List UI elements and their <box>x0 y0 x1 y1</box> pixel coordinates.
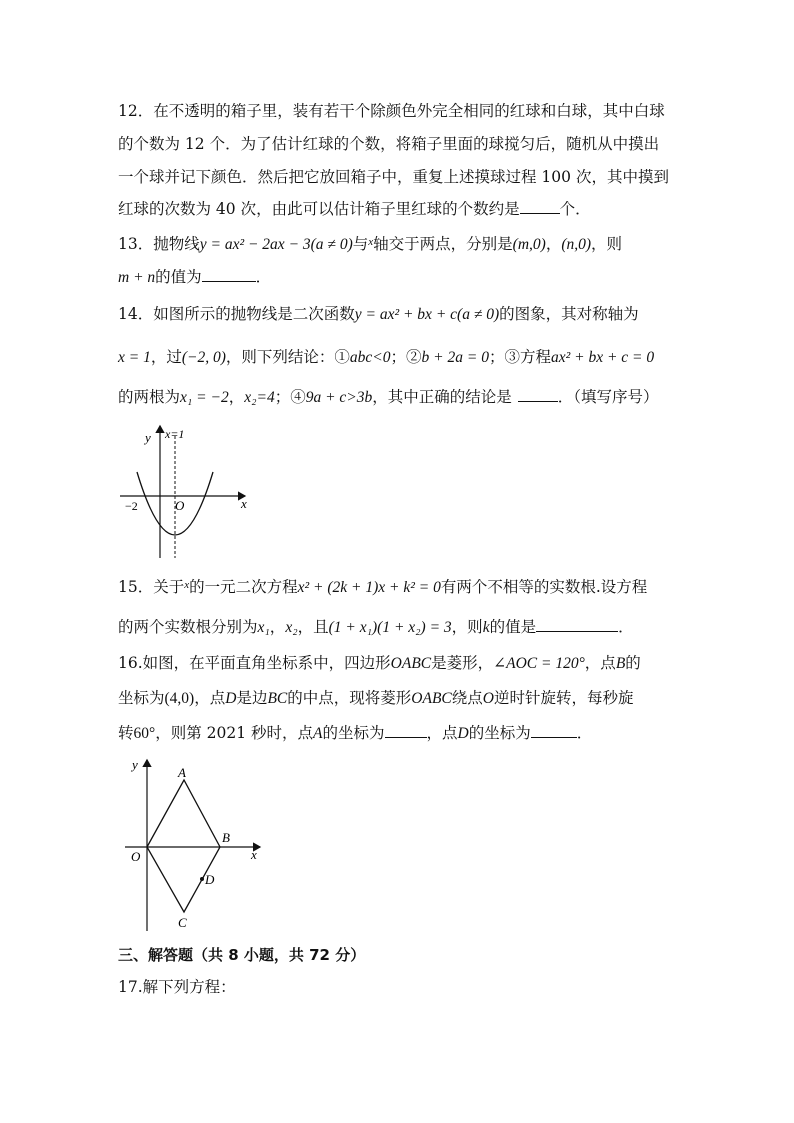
point-D <box>200 877 204 881</box>
q12-line2: 的个数为 12 个．为了估计红球的个数，将箱子里面的球搅匀后，随机从中摸出 <box>118 135 660 153</box>
q16-B: B <box>615 655 626 672</box>
q14-prefix: 14．如图所示的抛物线是二次函数 <box>118 305 355 323</box>
q16-text: 的中点，现将菱形 <box>287 689 412 707</box>
q16-text: 是菱形， <box>431 654 494 672</box>
q14-line1 <box>118 303 639 326</box>
q16-O: O <box>482 690 494 707</box>
q15-text: 的一元二次方程 <box>189 578 298 596</box>
q14-c3: ax² + bx + c = 0 <box>550 349 655 366</box>
q12-text: 红球的次数为 40 次，由此可以估计箱子里红球的个数约是 <box>118 200 520 218</box>
q14-text: ，过 <box>150 348 182 366</box>
q16-line1 <box>118 652 641 675</box>
q14-text: 的图象，其对称轴为 <box>499 305 639 323</box>
answer-blank[interactable] <box>520 199 560 214</box>
q13-text: ， <box>545 235 562 253</box>
q14-c1: abc<0 <box>349 349 391 366</box>
q15-text: ， <box>269 618 286 636</box>
q15-end: ． <box>618 618 634 636</box>
q13-text: 轴交于两点，分别是 <box>373 235 513 253</box>
q14-point: (−2, 0) <box>181 349 226 366</box>
q15-line2 <box>118 616 634 639</box>
q14-end: ．（填写序号） <box>557 388 659 406</box>
q15-cond: (1 + x₁)(1 + x₂) = 3 <box>328 619 452 636</box>
q16-end: ． <box>576 724 593 742</box>
q15-xvar: x <box>184 579 190 591</box>
q15-text: ，且 <box>297 618 329 636</box>
y-label: y <box>132 757 138 772</box>
q16-A: A <box>313 725 323 742</box>
O-label: O <box>131 849 141 864</box>
q16-text: ，则第 2021 秒时，点 <box>155 724 314 742</box>
q14-text: ；④ <box>274 388 306 406</box>
q16-text: ，点 <box>426 724 458 742</box>
q14-formula: y = ax² + bx + c(a ≠ 0) <box>354 306 500 323</box>
q15-text: 的值是 <box>489 618 537 636</box>
x-label: x <box>241 496 247 511</box>
q16-text: ，点 <box>194 689 226 707</box>
q16-text: ，点 <box>584 654 616 672</box>
q15-x2: x₂ <box>285 619 298 636</box>
q14-c2: b + 2a = 0 <box>421 349 489 366</box>
q14-text: ；② <box>390 348 422 366</box>
answer-blank[interactable] <box>531 723 577 738</box>
q15-text: 的两个实数根分别为 <box>118 618 258 636</box>
answer-blank[interactable] <box>536 617 618 632</box>
q15-text: ，则 <box>451 618 483 636</box>
q13-point: (n,0) <box>561 236 592 253</box>
q16-D: D <box>457 725 469 742</box>
q16-line3 <box>118 722 592 745</box>
parabola-figure <box>115 420 255 565</box>
answer-blank[interactable] <box>385 723 427 738</box>
q13-formula: y = ax² − 2ax − 3(a ≠ 0) <box>199 236 353 253</box>
answer-blank[interactable] <box>518 387 558 402</box>
section-heading: 三、解答题（共 8 小题，共 72 分） <box>118 946 366 964</box>
q13-text: 的值为 <box>155 268 202 286</box>
q15-line1 <box>118 574 647 599</box>
q16-BC: BC <box>267 690 288 707</box>
y-label: y <box>145 430 151 445</box>
q13-line2 <box>118 266 271 289</box>
B-label: B <box>222 830 230 845</box>
q14-text: ，则下列结论：① <box>225 348 350 366</box>
q14-text: 的两根为 <box>118 388 181 406</box>
q16-text: 是边 <box>236 689 268 707</box>
q15-prefix: 15．关于 <box>118 578 185 596</box>
q12-line4 <box>118 198 591 220</box>
q16-coord: (4,0) <box>164 690 195 707</box>
q14-text: ；③方程 <box>488 348 551 366</box>
q15-k: k <box>482 619 490 636</box>
q16-oabc: OABC <box>411 690 452 707</box>
q16-D: D <box>225 690 237 707</box>
q17-line1: 17.解下列方程： <box>118 978 236 996</box>
q13-point: (m,0) <box>512 236 546 253</box>
q16-prefix: 16.如图，在平面直角坐标系中，四边形 <box>118 654 391 672</box>
q12-end: 个． <box>559 200 591 218</box>
q16-text: 转 <box>118 724 134 742</box>
q16-deg: 60° <box>133 725 156 742</box>
q16-text: 逆时针旋转，每秒旋 <box>493 689 634 707</box>
q14-x1: x₁ = −2 <box>180 389 229 406</box>
neg2-label: −2 <box>125 499 138 513</box>
q14-c4: 9a + c>3b <box>305 389 373 406</box>
q14-axis: x = 1 <box>118 349 151 366</box>
q16-line2 <box>118 687 633 710</box>
q13-xvar: x <box>368 236 374 248</box>
q12-line1: 12．在不透明的箱子里，装有若干个除颜色外完全相同的红球和白球，其中白球 <box>118 102 665 120</box>
q14-text: ， <box>228 388 245 406</box>
q14-text: ，其中正确的结论是 <box>372 388 512 406</box>
answer-blank[interactable] <box>202 267 256 282</box>
q13-expr: m + n <box>118 269 156 286</box>
q16-text: 坐标为 <box>118 689 165 707</box>
q13-end: ． <box>255 268 272 286</box>
q16-text: 的 <box>625 654 641 672</box>
rhombus-figure <box>120 755 270 935</box>
q16-angle: ∠AOC = 120° <box>493 655 585 672</box>
origin-label: O <box>175 498 185 513</box>
q16-text: 的坐标为 <box>468 724 531 742</box>
axis-label: x=1 <box>165 427 185 441</box>
q15-x1: x₁ <box>257 619 270 636</box>
q15-formula: x² + (2k + 1)x + k² = 0 <box>297 579 441 596</box>
q15-text: 有两个不相等的实数根.设方程 <box>440 578 648 596</box>
q16-text: 绕点 <box>451 689 483 707</box>
q13-text: 与 <box>352 235 369 253</box>
q16-oabc: OABC <box>390 655 432 672</box>
q13-prefix: 13．抛物线 <box>118 235 200 253</box>
q12-line3: 一个球并记下颜色．然后把它放回箱子中，重复上述摸球过程 100 次，其中摸到 <box>118 168 669 186</box>
q14-x2: x₂=4 <box>244 389 275 406</box>
A-label: A <box>178 765 186 780</box>
D-label: D <box>205 872 215 887</box>
q13-text: ，则 <box>591 235 623 253</box>
rhombus-OABC <box>147 780 220 912</box>
q16-text: 的坐标为 <box>322 724 385 742</box>
q13-line1 <box>118 231 622 256</box>
C-label: C <box>178 915 187 930</box>
q14-line3 <box>118 386 659 409</box>
x-label: x <box>251 847 257 862</box>
q14-line2 <box>118 346 654 369</box>
